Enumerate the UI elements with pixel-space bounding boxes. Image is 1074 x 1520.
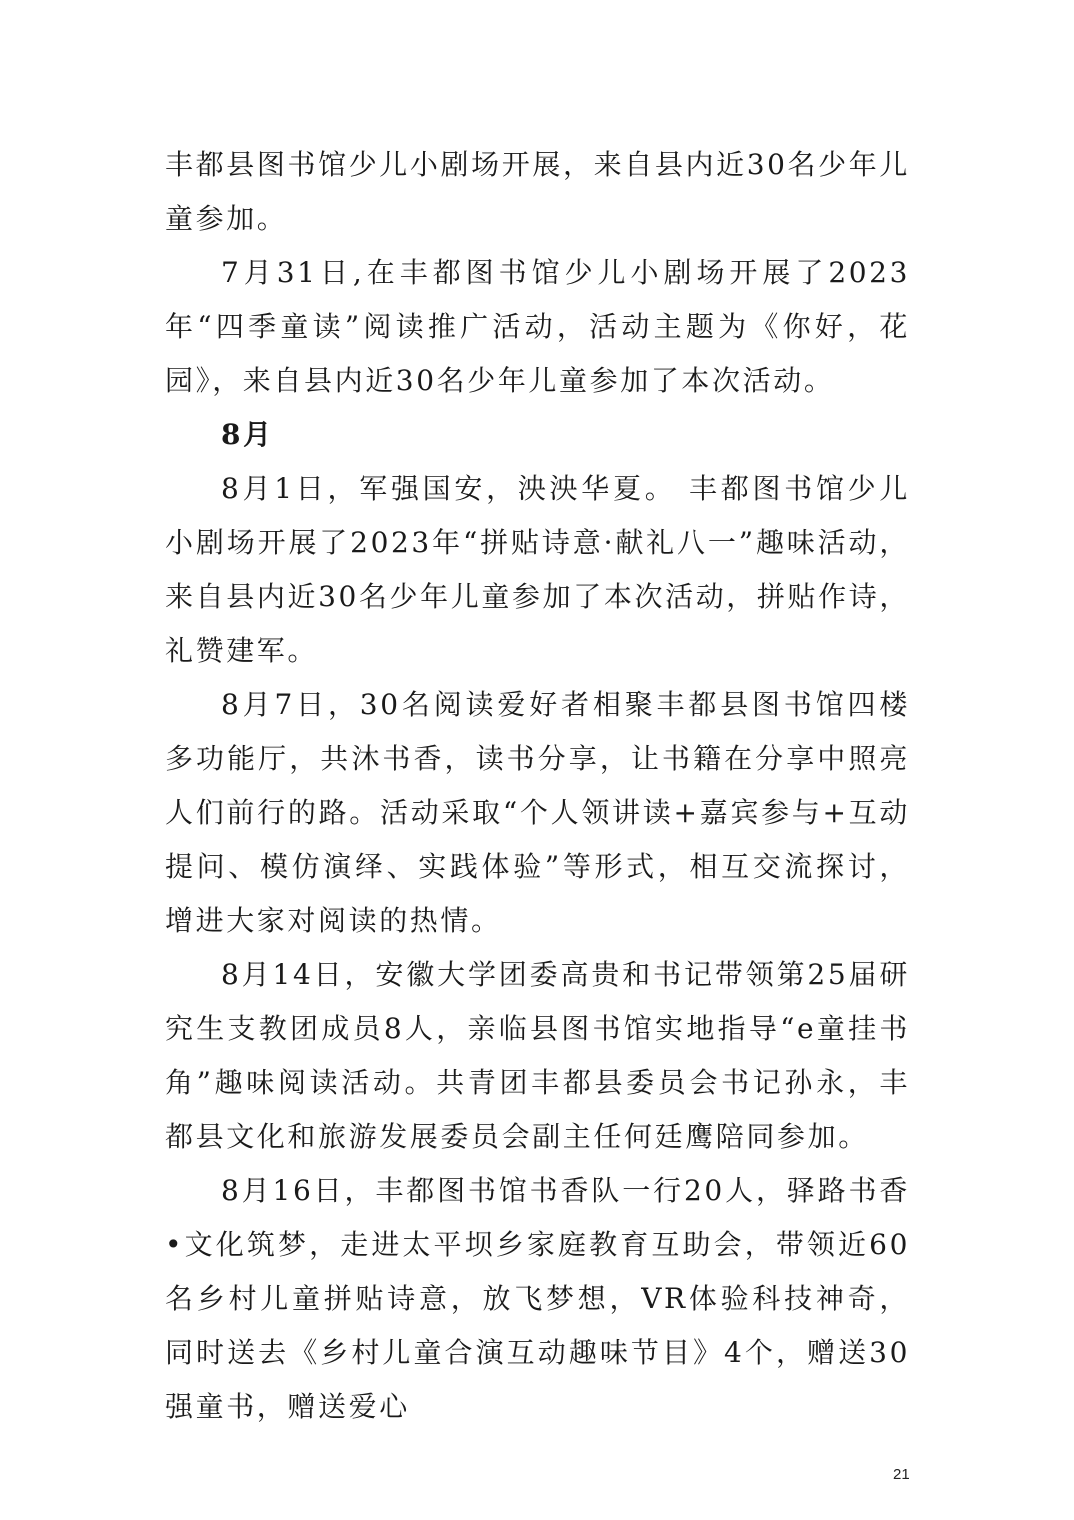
paragraph-august-14: 8月14日，安徽大学团委高贵和书记带领第25届研究生支教团成员8人，亲临县图书馆实地指导“e童挂书角”趣味阅读活动。共青团丰都县委员会书记孙永，丰都县文化和旅游发展委员会副主任何廷鹰陪同参加。 xyxy=(165,958,910,1153)
page-number: 21 xyxy=(893,1466,910,1483)
document-body xyxy=(165,138,910,1434)
paragraph-continued: 丰都县图书馆少儿小剧场开展，来自县内近30名少年儿童参加。 xyxy=(165,148,910,235)
paragraph-august-16: 8月16日，丰都图书馆书香队一行20人，驿路书香•文化筑梦，走进太平坝乡家庭教育互助会，带领近60名乡村儿童拼贴诗意，放飞梦想，VR体验科技神奇，同时送去《乡村儿童合演互动趣味节目》4个，赠送30强童书，赠送爱心 xyxy=(165,1174,910,1423)
section-heading-august: 8月 xyxy=(221,418,274,451)
paragraph-july-31: 7月31日,在丰都图书馆少儿小剧场开展了2023年“四季童读”阅读推广活动，活动主题为《你好，花园》，来自县内近30名少年儿童参加了本次活动。 xyxy=(165,256,910,397)
paragraph-august-7: 8月7日，30名阅读爱好者相聚丰都县图书馆四楼多功能厅，共沐书香，读书分享，让书籍在分享中照亮人们前行的路。活动采取“个人领讲读+嘉宾参与+互动提问、模仿演绎、实践体验”等形式，相互交流探讨，增进大家对阅读的热情。 xyxy=(165,688,910,937)
paragraph-august-1: 8月1日，军强国安，泱泱华夏。 丰都图书馆少儿小剧场开展了2023年“拼贴诗意·献礼八一”趣味活动，来自县内近30名少年儿童参加了本次活动，拼贴作诗，礼赞建军。 xyxy=(165,472,910,667)
